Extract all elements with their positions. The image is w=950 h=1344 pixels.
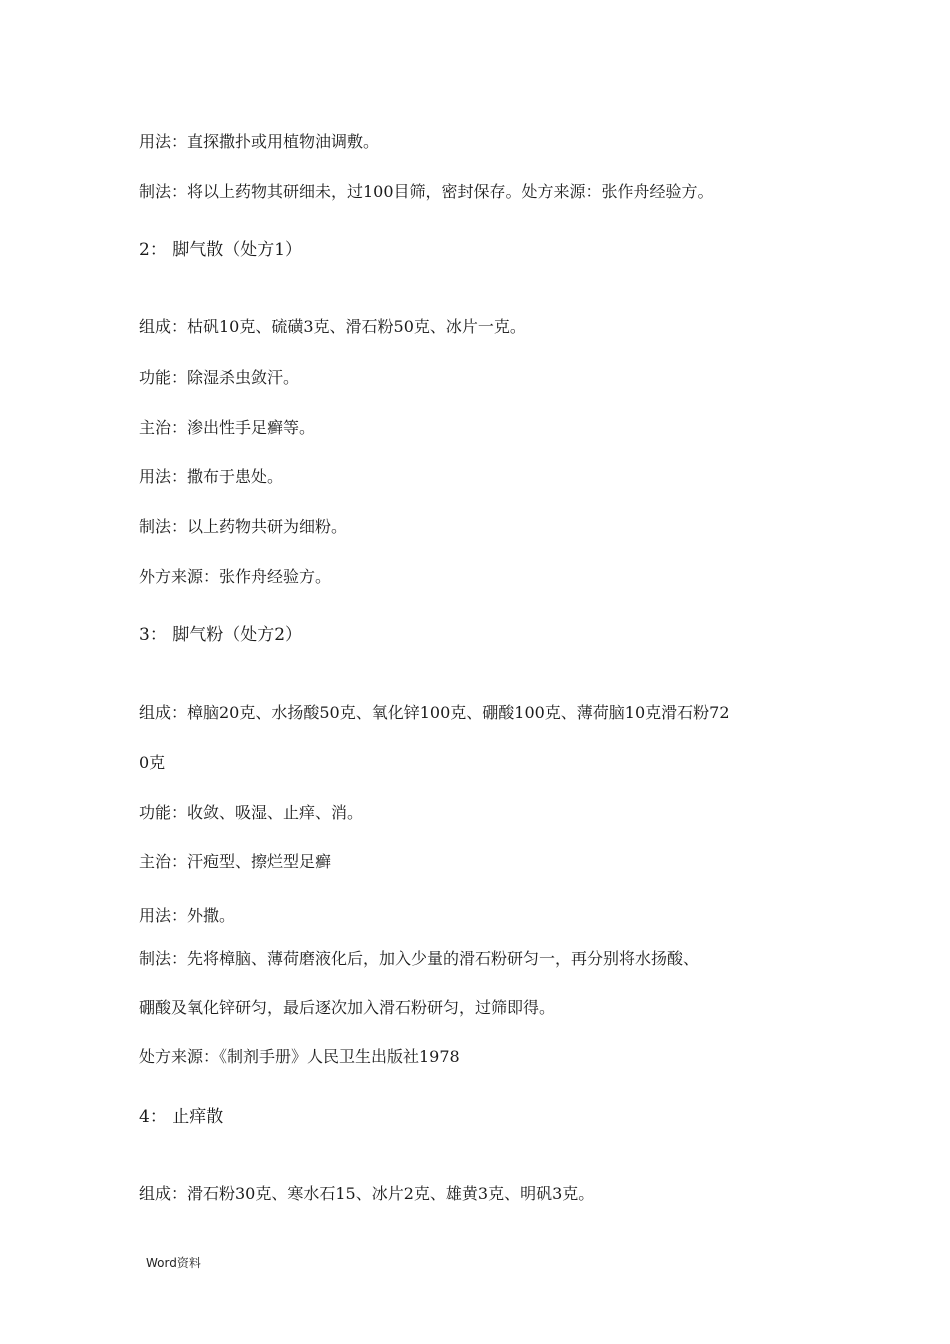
composition-line-2: 组成：枯矾10克、硫磺3克、滑石粉50克、冰片一克。 xyxy=(139,317,526,336)
source-line-3: 处方来源：《制剂手册》人民卫生出版社1978 xyxy=(139,1047,460,1066)
composition-line-4: 组成：滑石粉30克、寒水石15、冰片2克、雄黄3克、明矾3克。 xyxy=(139,1184,595,1203)
section-heading-3: 3： 脚气粉（处方2） xyxy=(139,625,303,645)
preparation-line-3-cont: 硼酸及氧化锌研匀，最后逐次加入滑石粉研匀，过筛即得。 xyxy=(139,998,556,1017)
usage-line-2: 用法：撒布于患处。 xyxy=(139,467,284,486)
source-line-2: 外方来源：张作舟经验方。 xyxy=(139,567,332,586)
composition-line-3-cont: 0克 xyxy=(139,753,166,772)
indication-line-2: 主治：渗出性手足癣等。 xyxy=(139,418,316,437)
function-line-3: 功能：收敛、吸湿、止痒、消。 xyxy=(139,803,364,822)
page-footer: Word资料 xyxy=(146,1256,201,1270)
section-heading-2: 2： 脚气散（处方1） xyxy=(139,240,303,260)
usage-line-3: 用法：外撒。 xyxy=(139,906,236,925)
preparation-line-3: 制法：先将樟脑、薄荷磨液化后，加入少量的滑石粉研匀一，再分别将水扬酸、 xyxy=(139,949,700,968)
preparation-line-1: 制法：将以上药物其研细未，过100目筛，密封保存。处方来源：张作舟经验方。 xyxy=(139,182,714,201)
function-line-2: 功能：除湿杀虫敛汗。 xyxy=(139,368,300,387)
usage-line-1: 用法：直探撒扑或用植物油调敷。 xyxy=(139,132,380,151)
indication-line-3: 主治：汗疱型、擦烂型足癣 xyxy=(139,852,332,871)
preparation-line-2: 制法：以上药物共研为细粉。 xyxy=(139,517,348,536)
section-heading-4: 4： 止痒散 xyxy=(139,1107,224,1127)
composition-line-3: 组成：樟脑20克、水扬酸50克、氧化锌100克、硼酸100克、薄荷脑10克滑石粉72 xyxy=(139,703,730,722)
